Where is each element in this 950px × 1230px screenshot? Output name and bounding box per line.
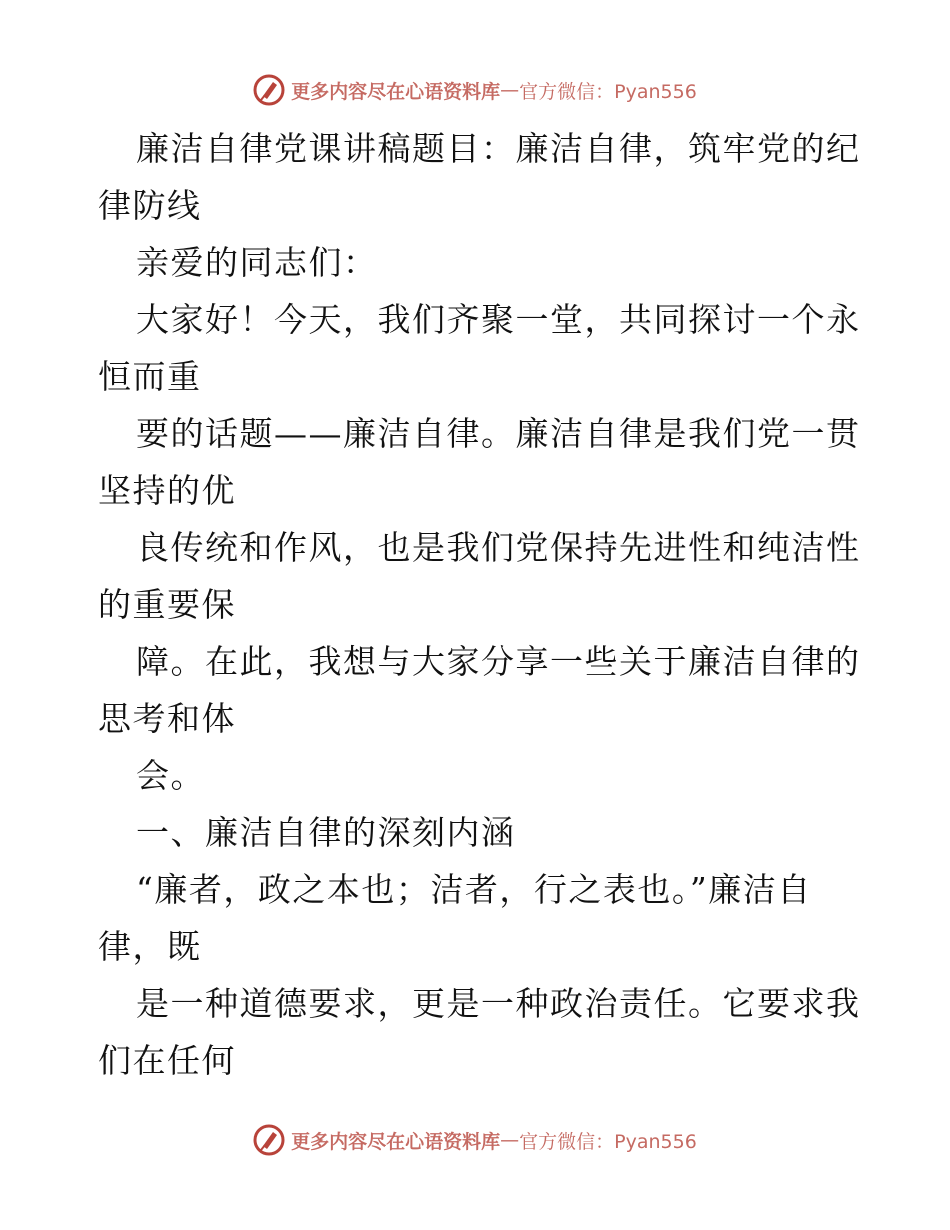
logo-icon [253, 74, 285, 106]
logo-icon [253, 1124, 285, 1156]
text-line: 要的话题——廉洁自律。廉洁自律是我们党一贯 [136, 414, 861, 453]
text-line: 障。在此，我想与大家分享一些关于廉洁自律的 [136, 642, 861, 681]
banner-wechat: 官方微信：Pyan556 [519, 1130, 697, 1153]
text-line: 的重要保 [98, 585, 236, 624]
banner-separator: — [500, 1129, 520, 1151]
text-line: 律，既 [98, 927, 202, 966]
text-line: 大家好！今天，我们齐聚一堂，共同探讨一个永 [136, 300, 861, 339]
footer-banner [0, 1120, 950, 1160]
text-line: 们在任何 [98, 1041, 236, 1080]
text-line: 廉洁自律党课讲稿题目：廉洁自律，筑牢党的纪 [136, 129, 861, 168]
document-body [98, 120, 861, 1089]
text-line: 恒而重 [98, 357, 202, 396]
section-heading: 一、廉洁自律的深刻内涵 [136, 813, 516, 852]
banner-wechat: 官方微信：Pyan556 [519, 80, 697, 103]
text-line: 亲爱的同志们： [136, 243, 378, 282]
header-banner [0, 70, 950, 110]
banner-title: 更多内容尽在心语资料库 [291, 80, 501, 103]
text-line: 会。 [136, 756, 205, 795]
banner-title: 更多内容尽在心语资料库 [291, 1130, 501, 1153]
banner-separator: — [500, 79, 520, 101]
text-line: 是一种道德要求，更是一种政治责任。它要求我 [136, 984, 861, 1023]
text-line: “廉者，政之本也；洁者，行之表也。”廉洁自 [136, 870, 812, 909]
text-line: 坚持的优 [98, 471, 236, 510]
text-line: 良传统和作风，也是我们党保持先进性和纯洁性 [136, 528, 861, 567]
text-line: 思考和体 [98, 699, 236, 738]
text-line: 律防线 [98, 186, 202, 225]
